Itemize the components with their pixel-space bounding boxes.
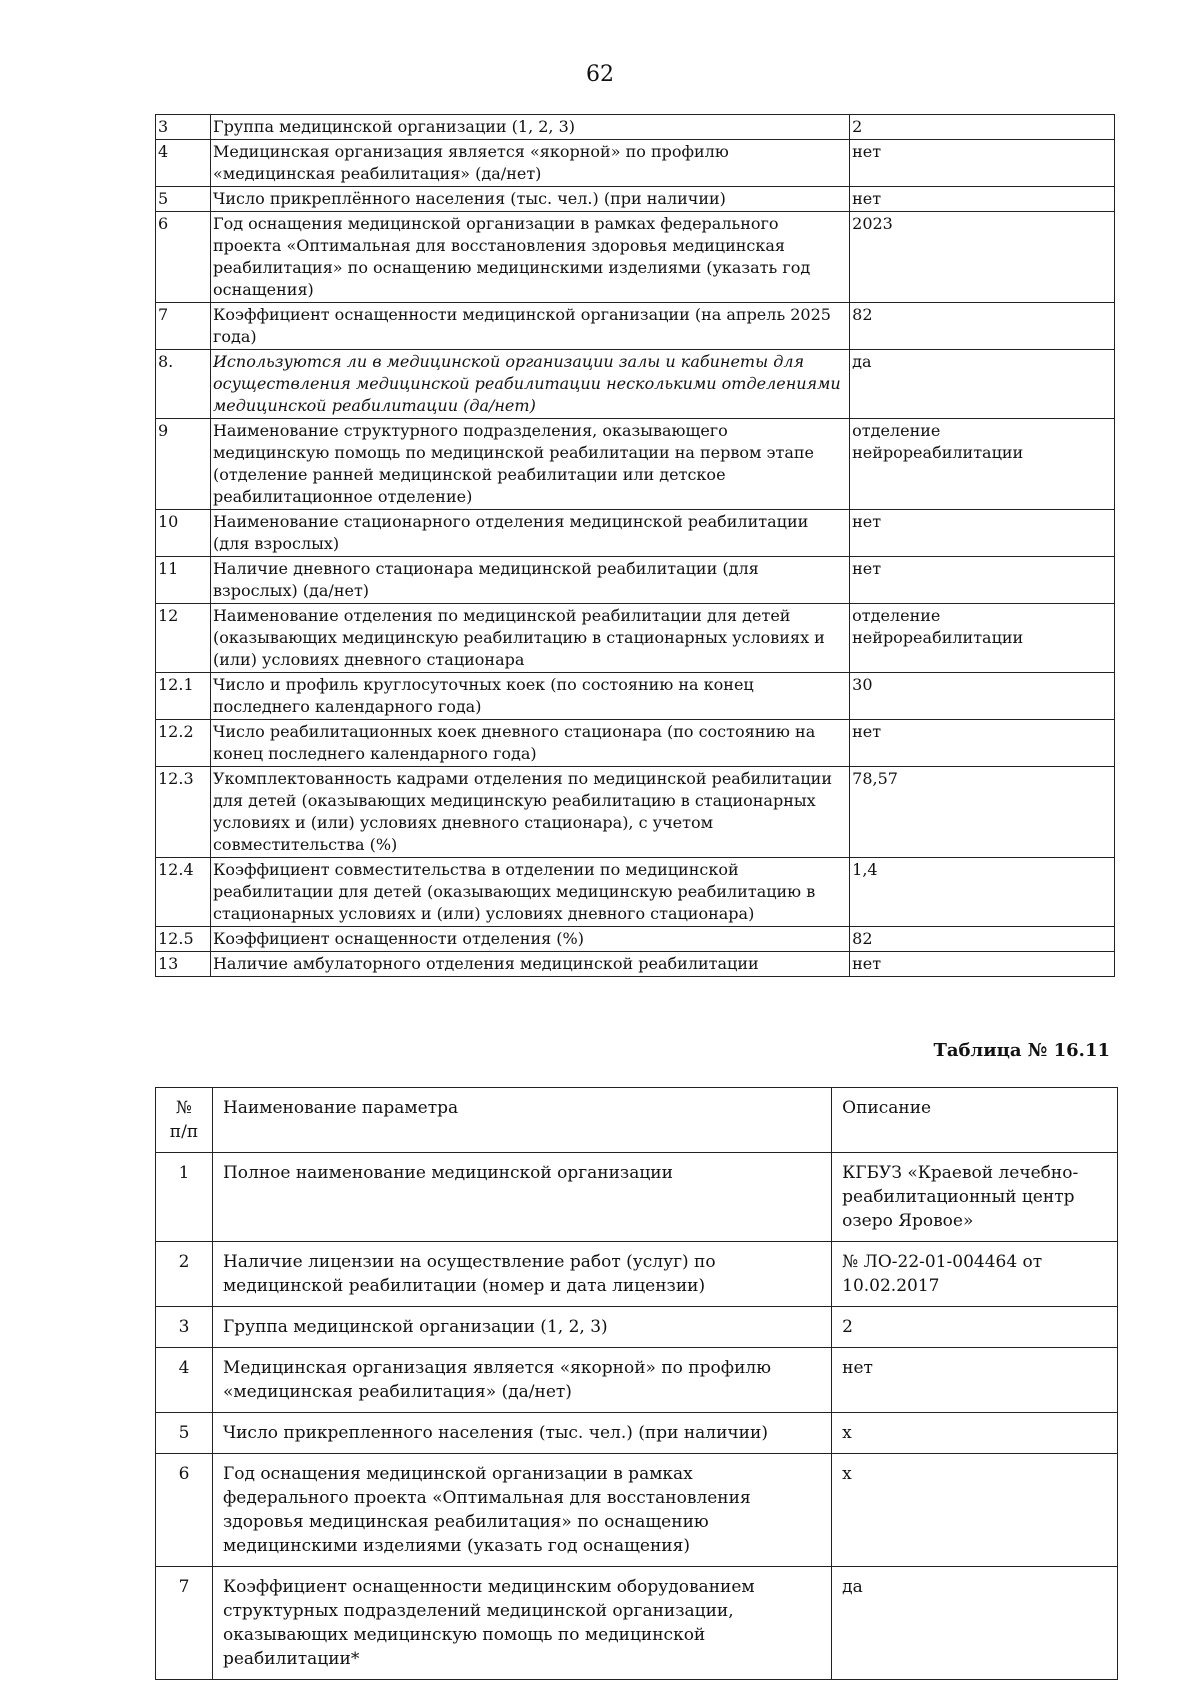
table-row (156, 212, 1115, 303)
header-num: № п/п (156, 1088, 213, 1153)
cell-num: 12.1 (156, 673, 211, 720)
table-row (156, 510, 1115, 557)
table-row (156, 1413, 1118, 1454)
cell-param: Наименование структурного подразделения, оказывающего медицинскую помощь по медицинской реабилитации на первом этапе (отделение ранней медицинской реабилитации или детское реабилитационное отделение) (210, 419, 849, 510)
cell-value: 30 (850, 673, 1115, 720)
cell-num: 12.5 (156, 927, 211, 952)
table-row (156, 1153, 1118, 1242)
parameters-table-16-11 (155, 1087, 1118, 1680)
table-row (156, 419, 1115, 510)
cell-num: 5 (156, 187, 211, 212)
table-caption: Таблица № 16.11 (933, 1040, 1110, 1061)
cell-value: 2 (850, 115, 1115, 140)
cell-value: 2 (832, 1307, 1118, 1348)
cell-param: Медицинская организация является «якорной» по профилю «медицинская реабилитация» (да/нет) (210, 140, 849, 187)
cell-num: 11 (156, 557, 211, 604)
cell-param: Наименование отделения по медицинской реабилитации для детей (оказывающих медицинскую реабилитацию в стационарных условиях и (или) условиях дневного стационара (210, 604, 849, 673)
cell-param: Укомплектованность кадрами отделения по медицинской реабилитации для детей (оказывающих медицинскую реабилитацию в стационарных условиях и (или) условиях дневного стационара), с учетом совместительства (%) (210, 767, 849, 858)
cell-param: Наименование стационарного отделения медицинской реабилитации (для взрослых) (210, 510, 849, 557)
cell-num: 4 (156, 1348, 213, 1413)
cell-param: Группа медицинской организации (1, 2, 3) (210, 115, 849, 140)
cell-num: 9 (156, 419, 211, 510)
table-header-row (156, 1088, 1118, 1153)
cell-value: нет (850, 510, 1115, 557)
table-row (156, 1242, 1118, 1307)
table-row (156, 767, 1115, 858)
cell-value: КГБУЗ «Краевой лечебно-реабилитационный центр озеро Яровое» (832, 1153, 1118, 1242)
table-row (156, 673, 1115, 720)
cell-num: 7 (156, 1567, 213, 1680)
cell-param: Год оснащения медицинской организации в рамках федерального проекта «Оптимальная для восстановления здоровья медицинская реабилитация» по оснащению медицинскими изделиями (указать год оснащения) (212, 1454, 831, 1567)
cell-value: да (850, 350, 1115, 419)
cell-param: Год оснащения медицинской организации в рамках федерального проекта «Оптимальная для восстановления здоровья медицинская реабилитация» по оснащению медицинскими изделиями (указать год оснащения) (210, 212, 849, 303)
table-row (156, 115, 1115, 140)
cell-param: Число и профиль круглосуточных коек (по состоянию на конец последнего календарного года) (210, 673, 849, 720)
cell-num: 6 (156, 212, 211, 303)
cell-value: нет (850, 952, 1115, 977)
cell-value: отделение нейрореабилитации (850, 419, 1115, 510)
table-row (156, 140, 1115, 187)
table-row (156, 303, 1115, 350)
cell-num: 2 (156, 1242, 213, 1307)
cell-param: Медицинская организация является «якорной» по профилю «медицинская реабилитация» (да/нет) (212, 1348, 831, 1413)
cell-param: Коэффициент оснащенности медицинским оборудованием структурных подразделений медицинской организации, оказывающих медицинскую помощь по медицинской реабилитации* (212, 1567, 831, 1680)
cell-num: 12.4 (156, 858, 211, 927)
cell-value: х (832, 1454, 1118, 1567)
header-value: Описание (832, 1088, 1118, 1153)
page-number: 62 (586, 62, 614, 87)
cell-param: Группа медицинской организации (1, 2, 3) (212, 1307, 831, 1348)
cell-num: 10 (156, 510, 211, 557)
cell-param: Число прикреплённого населения (тыс. чел.) (при наличии) (210, 187, 849, 212)
table-row (156, 858, 1115, 927)
cell-param: Полное наименование медицинской организации (212, 1153, 831, 1242)
table-row (156, 952, 1115, 977)
table-row (156, 1567, 1118, 1680)
cell-num: 1 (156, 1153, 213, 1242)
cell-value: нет (850, 140, 1115, 187)
cell-num: 6 (156, 1454, 213, 1567)
cell-value: 82 (850, 927, 1115, 952)
table-row (156, 350, 1115, 419)
cell-param: Число прикрепленного населения (тыс. чел.) (при наличии) (212, 1413, 831, 1454)
cell-value: 2023 (850, 212, 1115, 303)
table-row (156, 1307, 1118, 1348)
cell-num: 12.3 (156, 767, 211, 858)
cell-value: 82 (850, 303, 1115, 350)
cell-num: 12.2 (156, 720, 211, 767)
cell-num: 4 (156, 140, 211, 187)
cell-value: нет (850, 557, 1115, 604)
cell-num: 8. (156, 350, 211, 419)
cell-num: 3 (156, 1307, 213, 1348)
cell-param: Наличие лицензии на осуществление работ (услуг) по медицинской реабилитации (номер и дата лицензии) (212, 1242, 831, 1307)
cell-num: 5 (156, 1413, 213, 1454)
cell-value: х (832, 1413, 1118, 1454)
parameters-table-continued (155, 114, 1115, 977)
table-row (156, 1348, 1118, 1413)
table-row (156, 604, 1115, 673)
table-row (156, 187, 1115, 212)
cell-param: Коэффициент совместительства в отделении по медицинской реабилитации для детей (оказывающих медицинскую реабилитацию в стационарных условиях и (или) условиях дневного стационара) (210, 858, 849, 927)
cell-value: да (832, 1567, 1118, 1680)
cell-value: 78,57 (850, 767, 1115, 858)
cell-param: Используются ли в медицинской организации залы и кабинеты для осуществления медицинской реабилитации несколькими отделениями медицинской реабилитации (да/нет) (210, 350, 849, 419)
table-row (156, 557, 1115, 604)
table-row (156, 927, 1115, 952)
cell-param: Наличие амбулаторного отделения медицинской реабилитации (210, 952, 849, 977)
cell-num: 13 (156, 952, 211, 977)
cell-num: 7 (156, 303, 211, 350)
cell-param: Коэффициент оснащенности медицинской организации (на апрель 2025 года) (210, 303, 849, 350)
cell-value: нет (850, 720, 1115, 767)
cell-value: отделение нейрореабилитации (850, 604, 1115, 673)
cell-param: Число реабилитационных коек дневного стационара (по состоянию на конец последнего календарного года) (210, 720, 849, 767)
cell-param: Коэффициент оснащенности отделения (%) (210, 927, 849, 952)
cell-value: нет (850, 187, 1115, 212)
cell-num: 12 (156, 604, 211, 673)
header-param: Наименование параметра (212, 1088, 831, 1153)
cell-num: 3 (156, 115, 211, 140)
table-row (156, 720, 1115, 767)
cell-param: Наличие дневного стационара медицинской реабилитации (для взрослых) (да/нет) (210, 557, 849, 604)
cell-value: нет (832, 1348, 1118, 1413)
cell-value: 1,4 (850, 858, 1115, 927)
cell-value: № ЛО-22-01-004464 от 10.02.2017 (832, 1242, 1118, 1307)
table-row (156, 1454, 1118, 1567)
